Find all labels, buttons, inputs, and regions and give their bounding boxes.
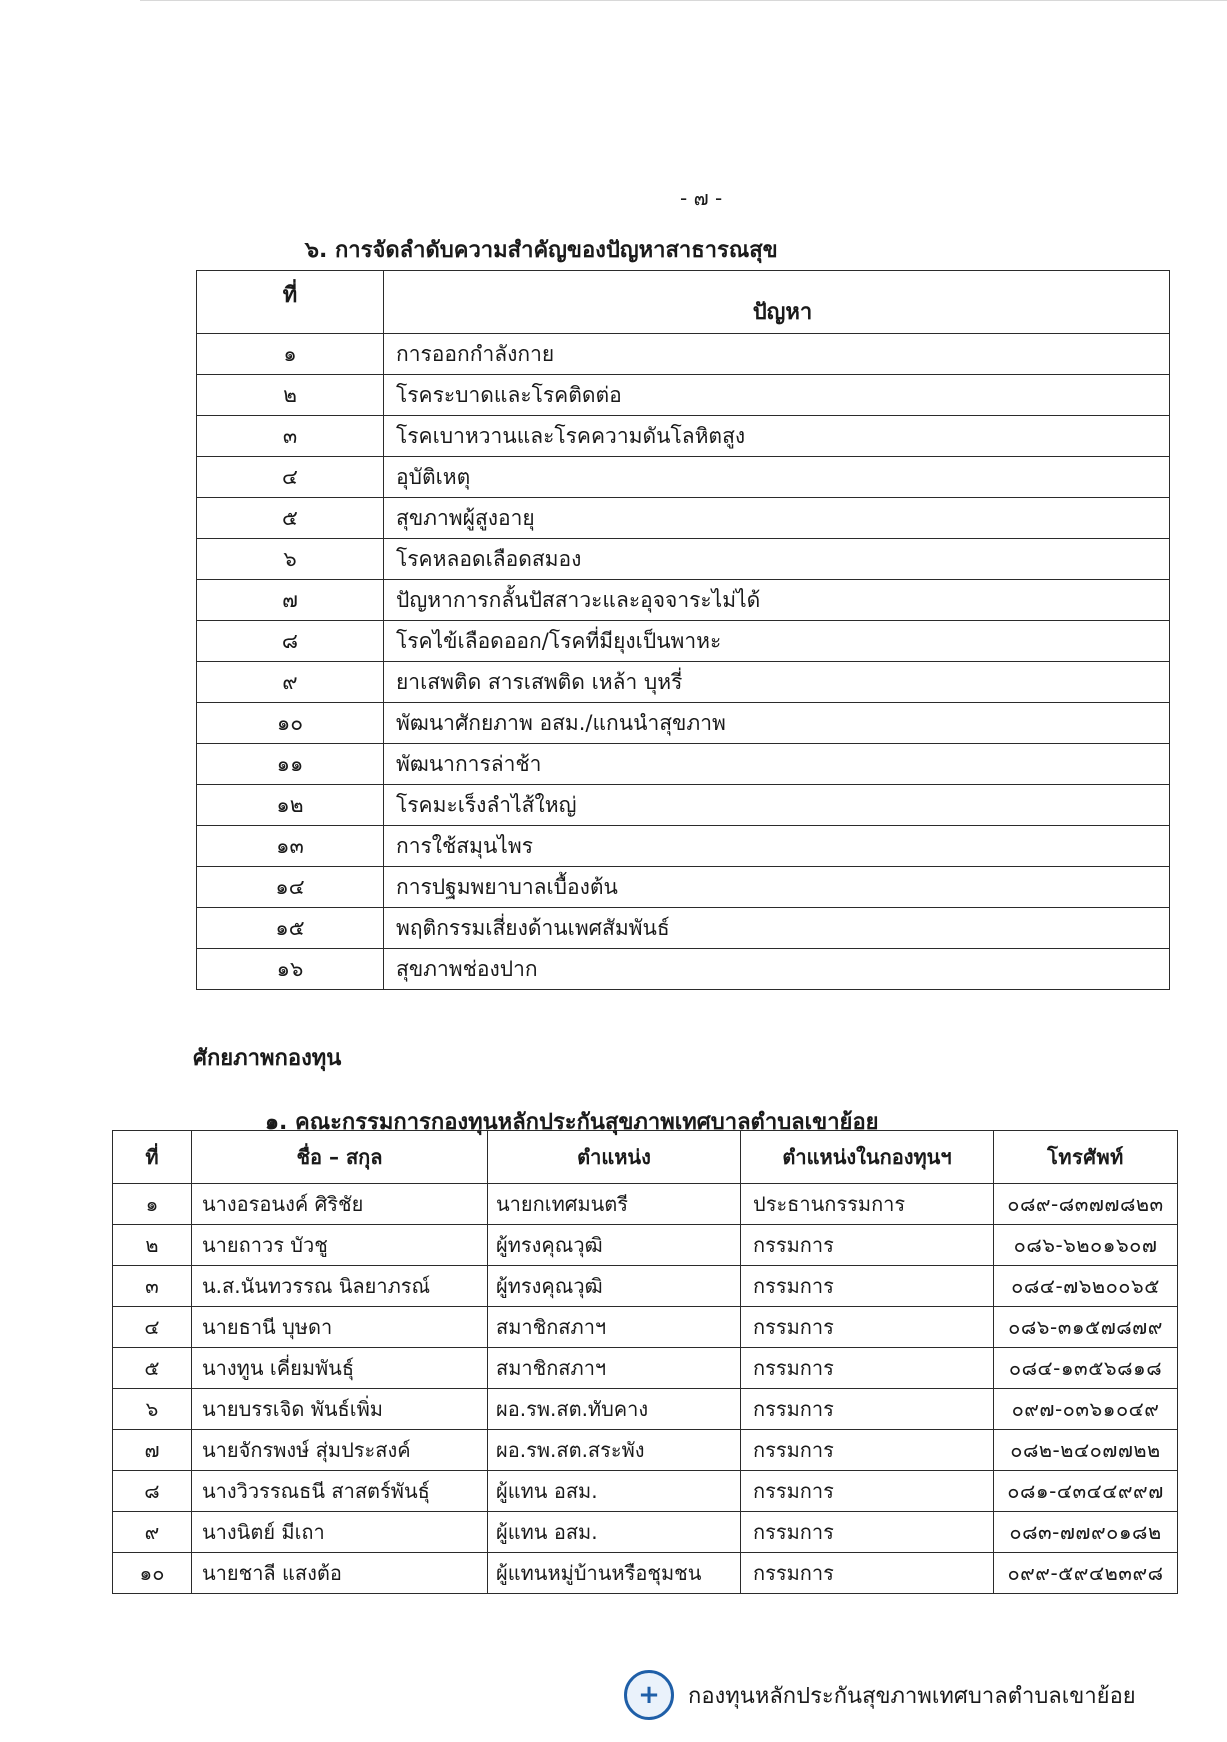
problem-text: การออกกำลังกาย (384, 334, 1170, 375)
member-name: นางอรอนงค์ ศิริชัย (192, 1184, 488, 1225)
table-row (197, 785, 1170, 826)
table-row (197, 498, 1170, 539)
logo-cross-icon: + (638, 1680, 660, 1710)
row-number: ๔ (197, 457, 384, 498)
table-row (197, 375, 1170, 416)
member-fund-position: กรรมการ (741, 1430, 994, 1471)
member-phone: ๐๘๙-๘๓๗๗๘๒๓ (994, 1184, 1178, 1225)
member-name: นางทูน เคี่ยมพันธุ์ (192, 1348, 488, 1389)
problem-text: การใช้สมุนไพร (384, 826, 1170, 867)
header-no: ที่ (113, 1131, 192, 1184)
row-number: ๑๒ (197, 785, 384, 826)
member-name: นายจักรพงษ์ สุ่มประสงค์ (192, 1430, 488, 1471)
member-position: ผู้แทนหมู่บ้านหรือชุมชน (488, 1553, 741, 1594)
header-name: ชื่อ – สกุล (192, 1131, 488, 1184)
footer (624, 1670, 1136, 1720)
page-number: - ๗ - (680, 186, 723, 210)
member-position: นายกเทศมนตรี (488, 1184, 741, 1225)
table-row (197, 580, 1170, 621)
table-row (113, 1430, 1178, 1471)
member-fund-position: ประธานกรรมการ (741, 1184, 994, 1225)
member-position: ผู้แทน อสม. (488, 1471, 741, 1512)
member-name: นายธานี บุษดา (192, 1307, 488, 1348)
table-row (197, 908, 1170, 949)
priority-table-body (197, 334, 1170, 990)
problem-text: อุบัติเหตุ (384, 457, 1170, 498)
member-phone: ๐๘๑-๔๓๔๔๙๙๗ (994, 1471, 1178, 1512)
table-header-row (113, 1131, 1178, 1184)
member-fund-position: กรรมการ (741, 1553, 994, 1594)
problem-text: พัฒนาศักยภาพ อสม./แกนนำสุขภาพ (384, 703, 1170, 744)
table-row (113, 1307, 1178, 1348)
problem-text: โรคมะเร็งลำไส้ใหญ่ (384, 785, 1170, 826)
table-row (197, 662, 1170, 703)
row-number: ๖ (197, 539, 384, 580)
member-fund-position: กรรมการ (741, 1471, 994, 1512)
table-row (113, 1184, 1178, 1225)
table-row (197, 744, 1170, 785)
member-name: นายบรรเจิด พันธ์เพิ่ม (192, 1389, 488, 1430)
header-phone: โทรศัพท์ (994, 1131, 1178, 1184)
table-row (197, 621, 1170, 662)
problem-text: สุขภาพผู้สูงอายุ (384, 498, 1170, 539)
row-number: ๑๕ (197, 908, 384, 949)
member-name: นางวิวรรณธนี สาสตร์พันธุ์ (192, 1471, 488, 1512)
row-number: ๒ (113, 1225, 192, 1266)
row-number: ๓ (197, 416, 384, 457)
member-name: นายชาลี แสงต้อ (192, 1553, 488, 1594)
table-row (197, 457, 1170, 498)
row-number: ๒ (197, 375, 384, 416)
member-fund-position: กรรมการ (741, 1348, 994, 1389)
member-position: สมาชิกสภาฯ (488, 1348, 741, 1389)
problem-text: สุขภาพช่องปาก (384, 949, 1170, 990)
row-number: ๗ (113, 1430, 192, 1471)
row-number: ๘ (197, 621, 384, 662)
row-number: ๑ (113, 1184, 192, 1225)
member-fund-position: กรรมการ (741, 1266, 994, 1307)
table-row (197, 867, 1170, 908)
row-number: ๕ (197, 498, 384, 539)
priority-table (196, 270, 1170, 990)
member-phone: ๐๘๒-๒๔๐๗๗๒๒ (994, 1430, 1178, 1471)
member-fund-position: กรรมการ (741, 1225, 994, 1266)
row-number: ๑๑ (197, 744, 384, 785)
table-row (113, 1512, 1178, 1553)
table-row (113, 1266, 1178, 1307)
table-row (197, 826, 1170, 867)
committee-table (112, 1130, 1178, 1594)
committee-table-body (113, 1184, 1178, 1594)
table-header-row (197, 271, 1170, 334)
problem-text: โรคเบาหวานและโรคความดันโลหิตสูง (384, 416, 1170, 457)
table-row (113, 1348, 1178, 1389)
member-phone: ๐๘๔-๑๓๕๖๘๑๘ (994, 1348, 1178, 1389)
row-number: ๙ (113, 1512, 192, 1553)
table-row (113, 1553, 1178, 1594)
member-position: ผู้ทรงคุณวุฒิ (488, 1266, 741, 1307)
row-number: ๕ (113, 1348, 192, 1389)
table-row (197, 703, 1170, 744)
member-phone: ๐๙๙-๕๙๔๒๓๙๘ (994, 1553, 1178, 1594)
row-number: ๑๔ (197, 867, 384, 908)
row-number: ๙ (197, 662, 384, 703)
member-fund-position: กรรมการ (741, 1307, 994, 1348)
member-fund-position: กรรมการ (741, 1512, 994, 1553)
member-phone: ๐๙๗-๐๓๖๑๐๔๙ (994, 1389, 1178, 1430)
table-row (197, 539, 1170, 580)
member-name: น.ส.นันทวรรณ นิลยาภรณ์ (192, 1266, 488, 1307)
problem-text: โรคระบาดและโรคติดต่อ (384, 375, 1170, 416)
problem-text: ยาเสพติด สารเสพติด เหล้า บุหรี่ (384, 662, 1170, 703)
table-row (197, 949, 1170, 990)
row-number: ๑๖ (197, 949, 384, 990)
problem-text: ปัญหาการกลั้นปัสสาวะและอุจจาระไม่ได้ (384, 580, 1170, 621)
header-problem: ปัญหา (384, 271, 1170, 334)
header-position: ตำแหน่ง (488, 1131, 741, 1184)
row-number: ๔ (113, 1307, 192, 1348)
row-number: ๖ (113, 1389, 192, 1430)
problem-text: โรคหลอดเลือดสมอง (384, 539, 1170, 580)
section-title-committee: ๑. คณะกรรมการกองทุนหลักประกันสุขภาพเทศบาลตำบลเขาย้อย (265, 1110, 879, 1135)
member-position: ผอ.รพ.สต.ทับคาง (488, 1389, 741, 1430)
member-phone: ๐๘๖-๖๒๐๑๖๐๗ (994, 1225, 1178, 1266)
section-title-capacity: ศักยภาพกองทุน (193, 1046, 342, 1071)
row-number: ๑๐ (197, 703, 384, 744)
member-fund-position: กรรมการ (741, 1389, 994, 1430)
header-no: ที่ (197, 271, 384, 334)
problem-text: พัฒนาการล่าช้า (384, 744, 1170, 785)
scan-edge (140, 0, 1227, 2)
header-fund-position: ตำแหน่งในกองทุนฯ (741, 1131, 994, 1184)
section-title-priority: ๖. การจัดลำดับความสำคัญของปัญหาสาธารณสุข (305, 238, 778, 263)
row-number: ๑๐ (113, 1553, 192, 1594)
table-row (113, 1225, 1178, 1266)
health-fund-logo-icon (624, 1670, 674, 1720)
member-name: นางนิตย์ มีเถา (192, 1512, 488, 1553)
row-number: ๗ (197, 580, 384, 621)
member-phone: ๐๘๖-๓๑๕๗๘๗๙ (994, 1307, 1178, 1348)
member-name: นายถาวร บัวชู (192, 1225, 488, 1266)
member-position: ผู้แทน อสม. (488, 1512, 741, 1553)
member-phone: ๐๘๔-๗๖๒๐๐๖๕ (994, 1266, 1178, 1307)
table-row (197, 334, 1170, 375)
problem-text: พฤติกรรมเสี่ยงด้านเพศสัมพันธ์ (384, 908, 1170, 949)
member-position: สมาชิกสภาฯ (488, 1307, 741, 1348)
row-number: ๘ (113, 1471, 192, 1512)
member-position: ผู้ทรงคุณวุฒิ (488, 1225, 741, 1266)
table-row (113, 1471, 1178, 1512)
problem-text: การปฐมพยาบาลเบื้องต้น (384, 867, 1170, 908)
row-number: ๑๓ (197, 826, 384, 867)
row-number: ๓ (113, 1266, 192, 1307)
table-row (113, 1389, 1178, 1430)
member-phone: ๐๘๓-๗๗๙๐๑๘๒ (994, 1512, 1178, 1553)
footer-text: กองทุนหลักประกันสุขภาพเทศบาลตำบลเขาย้อย (688, 1683, 1136, 1709)
problem-text: โรคไข้เลือดออก/โรคที่มียุงเป็นพาหะ (384, 621, 1170, 662)
row-number: ๑ (197, 334, 384, 375)
table-row (197, 416, 1170, 457)
member-position: ผอ.รพ.สต.สระพัง (488, 1430, 741, 1471)
